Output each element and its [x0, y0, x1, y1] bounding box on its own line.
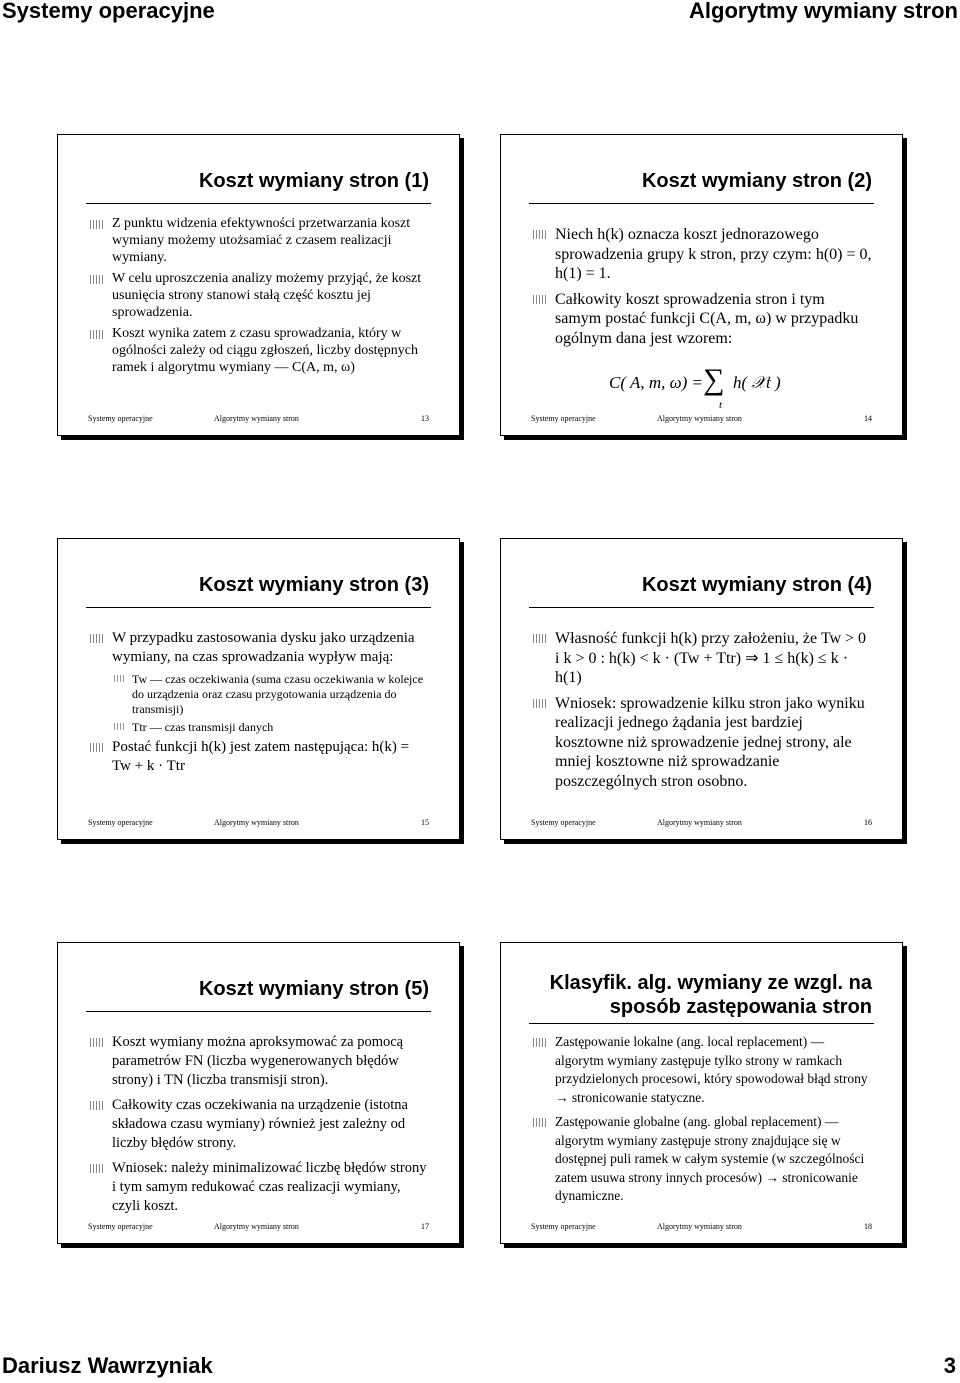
- bullet-item: W przypadku zastosowania dysku jako urządzenia wymiany, na czas sprowadzania wypływ mają:: [88, 629, 429, 666]
- slide-title: Klasyfik. alg. wymiany ze wzgl. na sposób zastępowania stron: [549, 972, 872, 1018]
- slide-15: [57, 538, 460, 840]
- slide-title: Koszt wymiany stron (5): [198, 978, 429, 1000]
- slide-footer-course: Systemy operacyjne: [88, 818, 153, 827]
- bullet-item: Wniosek: sprowadzenie kilku stron jako wyniku realizacji jednego żądania jest bardziej kosztowne niż sprowadzenie jednej strony, ale mniej kosztowne niż sprowadzanie poszczególnych stron osobno.: [531, 694, 872, 792]
- slide-footer-course: Systemy operacyjne: [88, 414, 153, 423]
- bullet-item: Koszt wymiany można aproksymować za pomocą parametrów FN (liczba wygenerowanych błędów strony) i TN (liczba transmisji stron).: [88, 1033, 429, 1090]
- bullet-item: Koszt wynika zatem z czasu sprowadzania, który w ogólności zależy od ciągu zgłoszeń, liczby dostępnych ramek i algorytmu wymiany — C(A, m, ω): [88, 325, 429, 376]
- slide-footer-course: Systemy operacyjne: [531, 414, 596, 423]
- slide-number: 14: [864, 414, 872, 423]
- title-divider: [86, 1011, 431, 1012]
- bullet-item: Niech h(k) oznacza koszt jednorazowego sprowadzenia grupy k stron, przy czym: h(0) = 0, h(1) = 1.: [531, 225, 872, 284]
- slide-14: [500, 134, 903, 436]
- slide-number: 15: [421, 818, 429, 827]
- bullet-item: Zastępowanie globalne (ang. global replacement) — algorytm wymiany zastępuje strony znajdujące się w dostępnej puli ramek w całym systemie (w szczególności zatem usuwa strony innych procesów) → stronicowanie dynamiczne.: [531, 1113, 872, 1206]
- slide-title: Koszt wymiany stron (4): [641, 574, 872, 596]
- bullet-item: W celu uproszczenia analizy możemy przyjąć, że koszt usunięcia strony stanowi stałą część kosztu jej sprowadzenia.: [88, 270, 429, 321]
- slide-footer-topic: Algorytmy wymiany stron: [214, 1222, 299, 1231]
- title-divider: [529, 1023, 874, 1024]
- slide-title: Koszt wymiany stron (3): [198, 574, 429, 596]
- slide-title: Koszt wymiany stron (2): [641, 170, 872, 192]
- bullet-item: Całkowity koszt sprowadzenia stron i tym samym postać funkcji C(A, m, ω) w przypadku ogólnym dana jest wzorem:: [531, 290, 872, 349]
- slide-footer-course: Systemy operacyjne: [88, 1222, 153, 1231]
- slide-13: [57, 134, 460, 436]
- slide-16: [500, 538, 903, 840]
- document-footer-author: Dariusz Wawrzyniak: [2, 1353, 213, 1378]
- formula-rhs: h( 𝒳t ): [733, 373, 781, 392]
- slide-footer-course: Systemy operacyjne: [531, 1222, 596, 1231]
- slide-footer-topic: Algorytmy wymiany stron: [657, 818, 742, 827]
- slide-number: 18: [864, 1222, 872, 1231]
- slide-18: [500, 942, 903, 1244]
- cost-formula: [609, 363, 809, 413]
- slide-footer-topic: Algorytmy wymiany stron: [214, 414, 299, 423]
- slide-footer-topic: Algorytmy wymiany stron: [657, 414, 742, 423]
- slide-title: Koszt wymiany stron (1): [198, 170, 429, 192]
- document-header-course: Systemy operacyjne: [2, 0, 215, 23]
- title-divider: [529, 607, 874, 608]
- slide-17: [57, 942, 460, 1244]
- bullet-item: Własność funkcji h(k) przy założeniu, że Tw > 0 i k > 0 : h(k) < k · (Tw + Ttr) ⇒ 1 ≤ h(k) ≤ k · h(1): [531, 629, 872, 688]
- slide-number: 13: [421, 414, 429, 423]
- title-divider: [86, 203, 431, 204]
- formula-lhs: C( A, m, ω) =: [609, 373, 703, 392]
- slide-number: 17: [421, 1222, 429, 1231]
- summation-symbol: ∑: [703, 363, 725, 396]
- slide-footer-topic: Algorytmy wymiany stron: [214, 818, 299, 827]
- summation-index: t: [719, 399, 723, 411]
- slide-number: 16: [864, 818, 872, 827]
- bullet-item: Postać funkcji h(k) jest zatem następująca: h(k) = Tw + k · Ttr: [88, 738, 429, 775]
- slide-footer-course: Systemy operacyjne: [531, 818, 596, 827]
- bullet-item: Z punktu widzenia efektywności przetwarzania koszt wymiany możemy utożsamiać z czasem realizacji wymiany.: [88, 215, 429, 266]
- document-page-number: 3: [943, 1353, 956, 1378]
- bullet-item: Wniosek: należy minimalizować liczbę błędów strony i tym samym redukować czas realizacji wymiany, czyli koszt.: [88, 1159, 429, 1216]
- sub-bullet-item: Tw — czas oczekiwania (suma czasu oczekiwania w kolejce do urządzenia oraz czasu przygotowania urządzenia do transmisji): [88, 672, 429, 717]
- document-header-topic: Algorytmy wymiany stron: [689, 0, 958, 23]
- title-divider: [86, 607, 431, 608]
- bullet-item: Zastępowanie lokalne (ang. local replacement) — algorytm wymiany zastępuje tylko strony w ramkach przydzielonych procesowi, który spowodował błąd strony → stronicowanie statyczne.: [531, 1033, 872, 1107]
- slide-footer-topic: Algorytmy wymiany stron: [657, 1222, 742, 1231]
- sub-bullet-item: Ttr — czas transmisji danych: [88, 720, 429, 735]
- bullet-item: Całkowity czas oczekiwania na urządzenie (istotna składowa czasu wymiany) również jest zależny od liczby błędów strony.: [88, 1096, 429, 1153]
- title-divider: [529, 203, 874, 204]
